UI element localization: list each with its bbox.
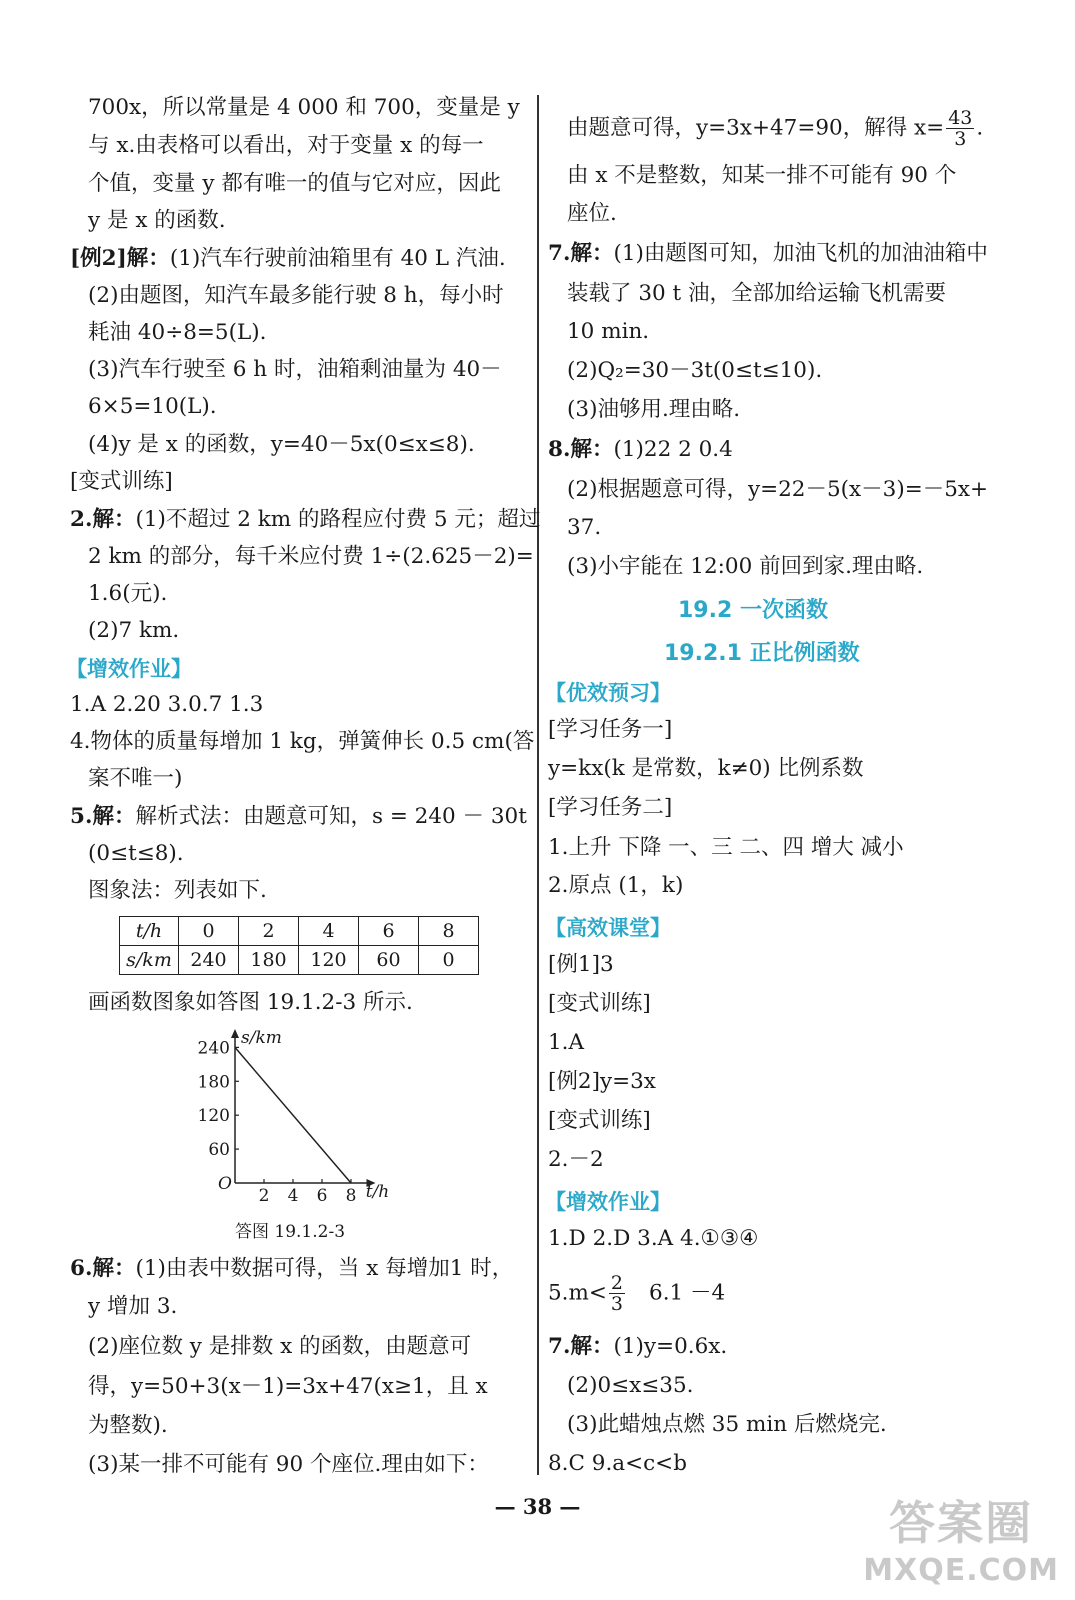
text-line: 由 x 不是整数，知某一排不可能有 90 个 (567, 163, 957, 188)
x-tick-label: 4 (287, 1186, 299, 1206)
table-cell: 0 (179, 917, 239, 946)
watermark-logo (863, 1487, 1059, 1588)
x-axis-label: t/h (365, 1182, 390, 1202)
question-5-line (70, 803, 527, 831)
text-line: 与 x.由表格可以看出，对于变量 x 的每一 (88, 133, 484, 158)
text-line: 得，y=50+3(x－1)=3x+47(x≥1，且 x (88, 1374, 488, 1399)
y-tick-label: 60 (208, 1140, 230, 1161)
text-line: 为整数). (88, 1413, 168, 1438)
table-cell: 0 (419, 946, 479, 975)
text: 5.m< (548, 1280, 607, 1306)
text-line: (2)Q₂=30－3t(0≤t≤10). (567, 358, 823, 383)
table-cell: s/km (120, 946, 179, 975)
subsection-title: 19.2.1 正比例函数 (664, 641, 860, 666)
answers-line: 1.D 2.D 3.A 4.①③④ (548, 1226, 759, 1251)
question-2-line (70, 506, 540, 534)
text-line: 2 km 的部分，每千米应付费 1÷(2.625－2)= (88, 544, 534, 569)
question-8-line (548, 436, 733, 464)
text: (1)由表中数据可得，当 x 每增加1 时， (135, 1256, 514, 1281)
task-label: [学习任务二] (548, 795, 673, 820)
watermark-line2: MXQE.COM (863, 1553, 1059, 1588)
value-table (119, 916, 479, 975)
table-cell: 240 (179, 946, 239, 975)
text-line: 耗油 40÷8=5(L). (88, 320, 267, 345)
text-line: (3)此蜡烛点燃 35 min 后燃烧完. (567, 1412, 887, 1437)
text-line: (2)根据题意可得，y=22－5(x－3)=－5x+ (567, 477, 989, 502)
text-line-fraction (567, 108, 983, 149)
text-line: 座位. (567, 201, 617, 226)
text-line: 1.6(元). (88, 581, 168, 606)
x-tick-label: 6 (316, 1186, 328, 1206)
chart-caption: 答图 19.1.2-3 (234, 1222, 346, 1242)
text-line: 画函数图象如答图 19.1.2-3 所示. (88, 990, 413, 1015)
question-5-tag: 5.解： (70, 804, 136, 829)
question-7-tag: 7.解： (548, 241, 614, 266)
fraction-numerator: 2 (610, 1272, 624, 1294)
text-line: (3)某一排不可能有 90 个座位.理由如下： (88, 1452, 489, 1477)
section-tag-gaoxiao: 【高效课堂】 (545, 916, 671, 940)
question-6-line (70, 1255, 513, 1283)
answers-line: 1.A 2.20 3.0.7 1.3 (70, 692, 264, 717)
x-tick-label: 2 (258, 1186, 270, 1206)
text-line: (2)座位数 y 是排数 x 的函数，由题意可 (88, 1334, 472, 1359)
text-line: (4)y 是 x 的函数，y=40－5x(0≤x≤8). (88, 432, 475, 457)
table-cell: 2 (239, 917, 299, 946)
text-line: 装载了 30 t 油，全部加给运输飞机需要 (567, 281, 947, 306)
y-tick-label: 120 (197, 1106, 230, 1127)
text: (1)y=0.6x. (613, 1334, 728, 1359)
fraction (946, 108, 974, 149)
y-axis-arrow (231, 1029, 239, 1038)
text: . (976, 115, 984, 141)
fraction-denominator: 3 (954, 128, 967, 150)
text-line: 2.－2 (548, 1147, 604, 1172)
text: (1)不超过 2 km 的路程应付费 5 元；超过 (135, 507, 541, 532)
text-line: y=kx(k 是常数，k≠0) 比例系数 (548, 756, 864, 781)
example-2-tag: [例2]解： (70, 246, 170, 271)
table-cell: 120 (299, 946, 359, 975)
text: (1)22 2 0.4 (613, 437, 733, 462)
y-tick-label: 240 (197, 1038, 230, 1059)
column-divider (537, 95, 539, 1475)
question-7-line (548, 240, 988, 268)
variant-label: [变式训练] (548, 991, 651, 1016)
y-axis-label: s/km (241, 1028, 282, 1048)
table-row (120, 917, 479, 946)
x-tick-label: 8 (345, 1186, 357, 1206)
question-8-tag: 8.解： (548, 437, 614, 462)
section-tag-zengxiao: 【增效作业】 (66, 657, 192, 681)
function-graph (190, 1025, 420, 1245)
watermark-line1: 答案圈 (889, 1496, 1034, 1550)
table-cell: 8 (419, 917, 479, 946)
section-title: 19.2 一次函数 (678, 598, 828, 623)
answers-line: 8.C 9.a<c<b (548, 1451, 687, 1476)
text-line: 1.A (548, 1030, 585, 1055)
text-line: (2)由题图，知汽车最多能行驶 8 h，每小时 (88, 283, 504, 308)
text-line: 10 min. (567, 319, 650, 344)
page-number: — 38 — (494, 1494, 581, 1519)
text-line: (3)油够用.理由略. (567, 397, 741, 422)
table-cell: 180 (239, 946, 299, 975)
section-tag-youxiao: 【优效预习】 (545, 681, 671, 705)
text: 解析式法：由题意可知，s = 240 － 30t (135, 804, 527, 829)
text-line: 6×5=10(L). (88, 394, 217, 419)
fraction-denominator: 3 (610, 1293, 624, 1315)
text: (1)汽车行驶前油箱里有 40 L 汽油. (169, 246, 506, 271)
text-line: 个值，变量 y 都有唯一的值与它对应，因此 (88, 171, 501, 196)
text: 6.1 －4 (649, 1280, 726, 1306)
origin-label: O (218, 1174, 232, 1194)
variant-label: [变式训练] (70, 469, 173, 494)
text-line: y 增加 3. (88, 1294, 178, 1319)
task-label: [学习任务一] (548, 717, 673, 742)
table-cell: 60 (359, 946, 419, 975)
text: 由题意可得，y=3x+47=90，解得 x= (567, 115, 945, 141)
answers-line-fraction (548, 1273, 725, 1314)
text-line: 案不唯一) (88, 766, 183, 791)
variant-label: [变式训练] (548, 1108, 651, 1133)
text-line: (0≤t≤8). (88, 841, 184, 866)
text-line: 2.原点 (1，k) (548, 873, 684, 898)
question-2-tag: 2.解： (70, 507, 136, 532)
y-tick-label: 180 (197, 1072, 230, 1093)
text-line: 700x，所以常量是 4 000 和 700，变量是 y (88, 95, 520, 120)
example-2-line (70, 245, 506, 273)
question-4-line: 4.物体的质量每增加 1 kg，弹簧伸长 0.5 cm(答 (70, 729, 535, 754)
question-7-tag: 7.解： (548, 1334, 614, 1359)
table-cell: 4 (299, 917, 359, 946)
text-line: [例1]3 (548, 952, 614, 977)
section-tag-zengxiao-2: 【增效作业】 (545, 1190, 671, 1214)
text-line: (2)0≤x≤35. (567, 1373, 694, 1398)
text: (1)由题图可知，加油飞机的加油油箱中 (613, 241, 988, 266)
table-cell: 6 (359, 917, 419, 946)
table-row (120, 946, 479, 975)
fraction-numerator: 43 (948, 107, 973, 129)
fraction (609, 1273, 625, 1314)
question-6-tag: 6.解： (70, 1256, 136, 1281)
question-7-line (548, 1333, 727, 1361)
text-line: (3)汽车行驶至 6 h 时，油箱剩油量为 40－ (88, 357, 502, 382)
text-line: 图象法：列表如下. (88, 878, 267, 903)
text-line: (3)小宇能在 12:00 前回到家.理由略. (567, 554, 924, 579)
text-line: (2)7 km. (88, 618, 180, 643)
text-line: 37. (567, 515, 602, 540)
series-line (235, 1047, 351, 1183)
text-line: [例2]y=3x (548, 1069, 656, 1094)
table-cell: t/h (120, 917, 179, 946)
text-line: 1.上升 下降 一、三 二、四 增大 减小 (548, 835, 904, 860)
text-line: y 是 x 的函数. (88, 208, 226, 233)
